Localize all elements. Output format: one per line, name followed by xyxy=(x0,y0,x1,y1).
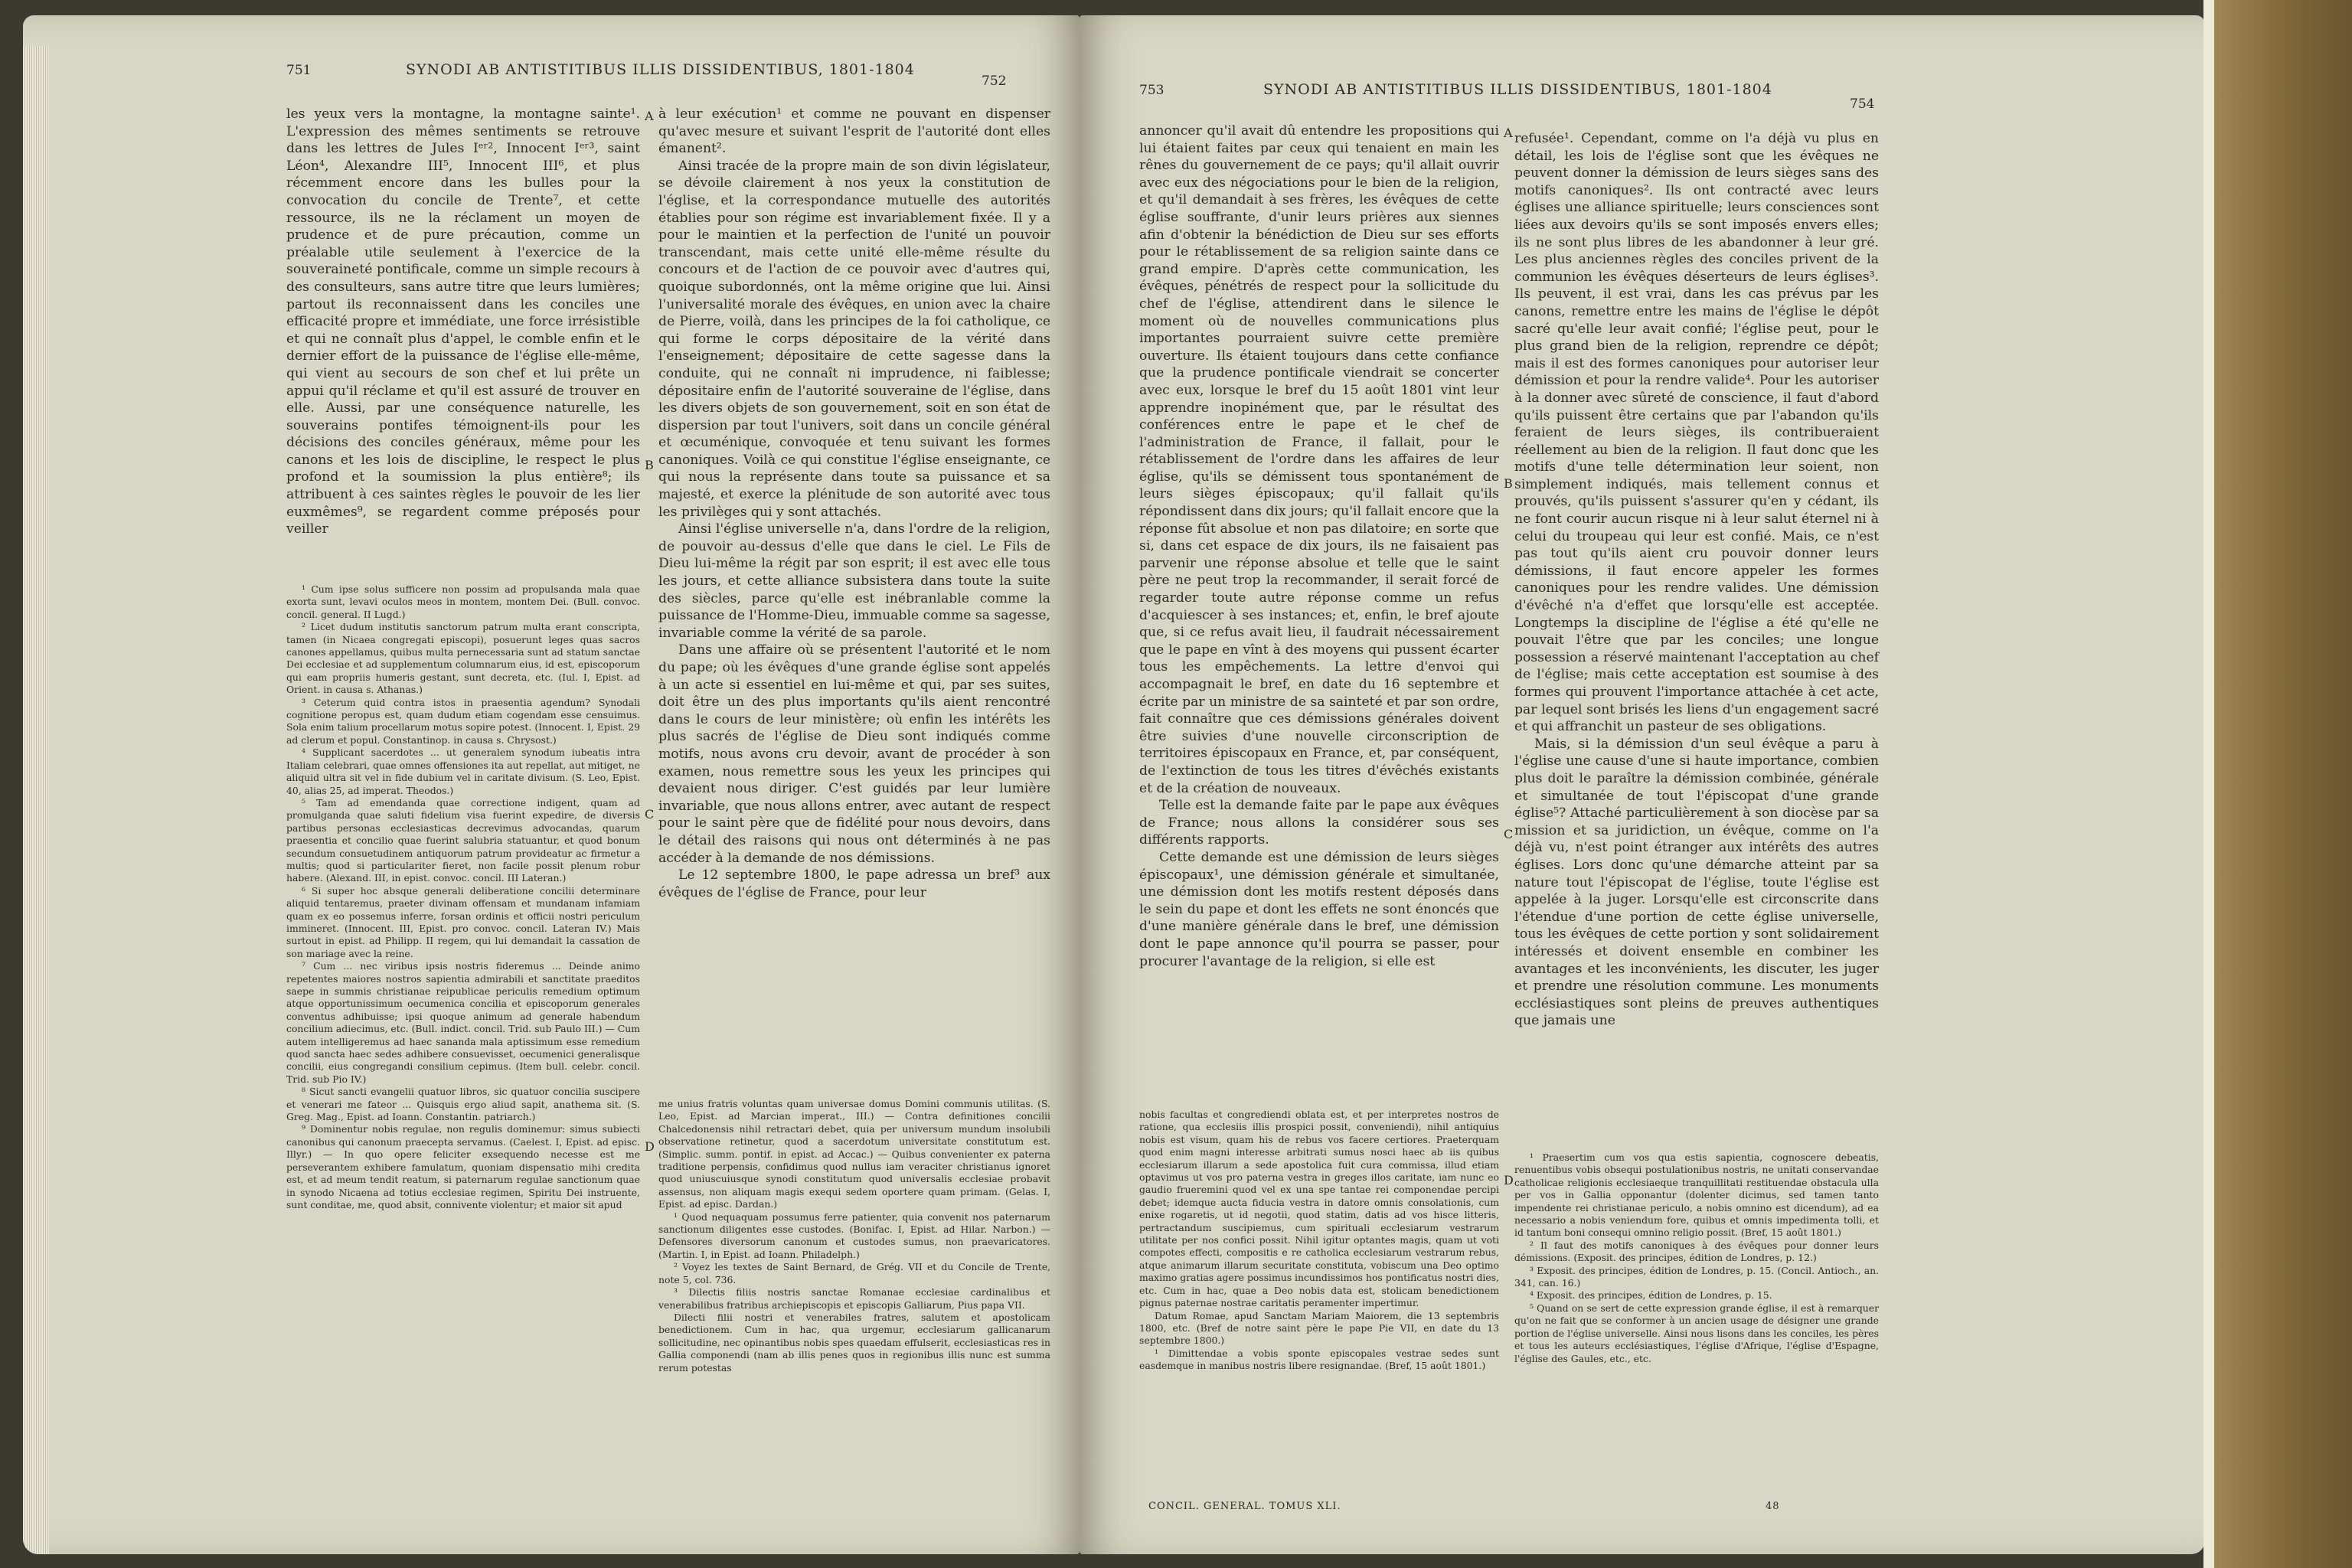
page-number: 754 xyxy=(1850,96,1875,112)
footnotes-right-col xyxy=(1514,1152,1879,1365)
paragraph: Ainsi tracée de la propre main de son divin législateur, se dévoile clairement à nos yeux la constitution de l'église, et la correspondance mutuelle des autorités établies pour son régime est invariablement fixée. Il y a pour le maintien et la perfection de l'unité un pouvoir transcendant, mais cette unité elle-même résulte du concours et de l'action de ce pouvoir avec d'autres qui, quoique subordonnés, ont la même origine que lui. Ainsi l'universalité morale des évêques, en union avec la chaire de Pierre, voilà, dans les principes de la foi catholique, ce qui forme le corps dépositaire de la vérité dans l'enseignement; dépositaire de cette sagesse dans la conduite, qui ne connaît ni imprudence, ni faiblesse; dépositaire enfin de l'autorité souveraine de l'église, dans les divers objets de son gouvernement, soit en son état de dispersion par tout l'univers, soit dans un concile général et œcuménique, convoquée et tenu suivant les formes canoniques. Voilà ce qui constitue l'église enseignante, ce qui nous la représente dans toute sa puissance et sa majesté, et exerce la plénitude de son autorité avec tous les privilèges qui y sont attachés. xyxy=(658,158,1050,520)
text-column-right xyxy=(1514,130,1879,1030)
margin-letter: B xyxy=(1504,476,1513,491)
paragraph: refusée¹. Cependant, comme on l'a déjà vu plus en détail, les lois de l'église sont que les évêques ne peuvent donner la démission de leurs sièges sans des motifs canoniques². Ils ont contracté avec leurs églises une alliance spirituelle; leurs consciences sont liées aux devoirs qu'ils se sont imposés envers elles; ils ne sont plus libres de les abandonner à leur gré. Les plus anciennes règles des conciles privent de la communion les évêques déserteurs de leurs églises³. Ils peuvent, il est vrai, dans les cas prévus par les canons, remettre entre les mains de l'église le dépôt sacré qu'elle leur avait confié; l'église peut, pour le plus grand bien de la religion, reprendre ce dépôt; mais il est des formes canoniques pour autoriser leur démission et pour la rendre valide⁴. Pour les autoriser à la donner avec sûreté de conscience, il faut d'abord qu'ils puissent être certains que par l'abandon qu'ils feraient de leurs sièges, ils contribueraient réellement au bien de la religion. Il faut donc que les motifs d'une telle détermination leur soient, non simplement indiqués, mais tellement connus et prouvés, qu'ils puissent s'assurer qu'en y cédant, ils ne font courir aucun risque ni à leur salut éternel ni à celui du troupeau qui leur est confié. Mais, ce n'est pas tout qu'ils aient cru pouvoir donner leurs démissions, il faut encore appeler les formes canoniques pour les rendre valides. Une démission d'évêché n'a d'effet que lorsqu'elle est acceptée. Longtemps la discipline de l'église a été qu'elle ne pouvait l'être que par les conciles; une longue possession a réservé maintenant l'acceptation au chef de l'église; mais cette acceptation est soumise à des formes qui prouvent l'importance attachée à cet acte, par lequel sont brisés les liens d'un engagement sacré et qui affranchit un pasteur de ses obligations. xyxy=(1514,131,1879,735)
footnote: ⁷ Cum ... nec viribus ipsis nostris fideremus ... Deinde animo repetentes maiores nostros sapientia admirabili et sanctitate praeditos saepe in summis christianae reipublicae periculis remedium optimum atque opportunissimum oecumenica concilia et episcoporum generales conventus adhibuisse; ipsi quoque animum ad generale habendum concilium adiecimus, etc. (Bull. indict. concil. Trid. sub Paulo III.) — Cum autem intelligeremus ad haec sananda mala aptissimum esse remedium quod sancta haec sedes adhibere consuevisset, oecumenici generalisque concilii, eius congregandi consilium cepimus. (Item bull. celebr. concil. Trid. sub Pio IV.) xyxy=(286,960,640,1085)
left-page xyxy=(23,15,1080,1554)
footnote: ⁶ Si super hoc absque generali deliberatione concilii determinare aliquid tentaremus, praeter divinam offensam et mundanam infamiam quam ex eo possemus inferre, forsan ordinis et officii nostri periculum immineret. (Innocent. III, Epist. pro convoc. concil. Lateran IV.) Mais surtout in epist. ad Philipp. II regem, qui lui demandait la cassation de son mariage avec la reine. xyxy=(286,884,640,959)
footnote: ¹ Dimittendae a vobis sponte episcopales vestrae sedes sunt easdemque in manibus nostris libere resignandae. (Bref, 15 août 1801.) xyxy=(1139,1347,1499,1372)
paragraph: Telle est la demande faite par le pape aux évêques de France; nous allons la considérer sous ses différents rapports. xyxy=(1139,798,1499,848)
signature-mark: 48 xyxy=(1766,1501,1780,1512)
text-column-left xyxy=(1139,122,1499,970)
footnote: ³ Ceterum quid contra istos in praesentia agendum? Synodali cognitione peropus est, quam dudum etiam cogendam esse censuimus. Sola enim talium procellarum motus sopire potest. (Innocent. I, Epist. 29 ad clerum et popul. Constantinop. in causa s. Chrysost.) xyxy=(286,696,640,746)
footnote: ⁹ Dominentur nobis regulae, non regulis dominemur: simus subiecti canonibus qui canonum praecepta servamus. (Caelest. I, Epist. ad episc. Illyr.) — In quo opere feliciter exsequendo necesse est me perseverantem exhibere famulatum, quoniam dispensatio mihi credita est, et ad meum tendit reatum, si paternarum regulae sanctionum quae in synodo Nicaena ad totius ecclesiae regimen, Spiritu Dei instruente, sunt conditae, me, quod absit, connivente violentur; et maior sit apud xyxy=(286,1123,640,1210)
footnote: ² Voyez les textes de Saint Bernard, de Grég. VII et du Concile de Trente, note 5, col. 736. xyxy=(658,1261,1050,1285)
page-number: 752 xyxy=(982,74,1007,89)
footnote: ¹ Praesertim cum vos qua estis sapientia, cognoscere debeatis, renuentibus vobis obsequi postulationibus nostris, ne unitati conservandae catholicae religionis ecclesiaeque tranquillitati restituendae obstacula ulla per vos in Gallia opponantur (dolenter dicimus, sed tamen tanto impendente rei christianae periculo, a nobis omnino est dicendum), ad ea necessario a nobis veniendum fore, quibus et omnis impedimenta tolli, et id tantum boni consequi omnino religio possit. (Bref, 15 août 1801.) xyxy=(1514,1152,1879,1239)
paragraph: les yeux vers la montagne, la montagne sainte¹. L'expression des mêmes sentiments se retrouve dans les lettres de Jules Iᵉʳ², Innocent Iᵉʳ³, saint Léon⁴, Alexandre III⁵, Innocent III⁶, et plus récemment encore dans les bulles pour la convocation du concile de Trente⁷, et cette ressource, ils ne la réclament un moyen de prudence et de pure précaution, comme un préalable utile seulement à l'exercice de la souveraineté pontificale, comme un simple recours à des consulteurs, sans autre titre que leurs lumières; partout ils reconnaissent dans les conciles une efficacité propre et immédiate, une force irrésistible et qui ne connaît plus d'appel, le comble enfin et le dernier effort de la puissance de l'église elle-même, qui vient au secours de son chef et lui prête un appui qu'il réclame et qu'il est assuré de trouver en elle. Aussi, par une conséquence naturelle, les souverains pontifes témoignent-ils pour les décisions des conciles généraux, même pour les canons et les lois de discipline, le respect le plus profond et la soumission la plus entière⁸; ils attribuent à ces saintes règles le pouvoir de les lier euxmêmes⁹, se regardent comme préposés pour veiller xyxy=(286,106,640,537)
footnote: me unius fratris voluntas quam universae domus Domini communis utilitas. (S. Leo, Epist. ad Marcian imperat., III.) — Contra definitiones concilii Chalcedonensis nihil retractari debet, quia per universum mundum insolubili observatione retinetur, quod a sacerdotum universitate constitutum est. (Simplic. summ. pontif. in epist. ad Accac.) — Quibus convenienter ex paterna traditione perpensis, confidimus quod nullus iam veraciter christianus ignoret quod uniuscuiusque synodi constitutum quod universalis ecclesiae probavit assensus, non aliquam magis exequi sedem oportere quam primam. (Gelas. I, Epist. ad episc. Dardan.) xyxy=(658,1098,1050,1210)
footnotes-left xyxy=(286,583,640,1211)
margin-letter: C xyxy=(645,807,655,822)
margin-letter: D xyxy=(645,1139,655,1154)
page-number: 751 xyxy=(286,63,312,78)
footnotes-right-col xyxy=(658,1098,1050,1374)
margin-letter: C xyxy=(1504,827,1514,841)
footnote: Datum Romae, apud Sanctam Mariam Maiorem, die 13 septembris 1800, etc. (Bref de notre saint père le pape Pie VII, en date du 13 septembre 1800.) xyxy=(1139,1309,1499,1347)
text-column-left xyxy=(286,106,640,538)
signature-line: CONCIL. GENERAL. TOMUS XLI. xyxy=(1148,1501,1341,1512)
footnote: ³ Dilectis filiis nostris sanctae Romanae ecclesiae cardinalibus et venerabilibus fratribus archiepiscopis et episcopis Galliarum, Pius papa VII. xyxy=(658,1286,1050,1311)
footnote: Dilecti filii nostri et venerabiles fratres, salutem et apostolicam benedictionem. Cum in hac, qua urgemur, ecclesiarum gallicanarum sollicitudine, nec opinantibus nobis spes quaedam effulserit, ecclesiasticas res in Gallia componendi (nam ab illis penes quos in regionibus illis nunc est summa rerum potestas xyxy=(658,1311,1050,1374)
running-head: SYNODI AB ANTISTITIBUS ILLIS DISSIDENTIBUS, 1801-1804 xyxy=(406,61,915,78)
footnote: ⁵ Quand on se sert de cette expression grande église, il est à remarquer qu'on ne fait que se conformer à un ancien usage de désigner une grande portion de l'église universelle. Ainsi nous lisons dans les conciles, les pères et tous les auteurs ecclésiastiques, l'église d'Afrique, l'église d'Espagne, l'église des Gaules, etc., etc. xyxy=(1514,1302,1879,1364)
book-cover-edge xyxy=(2203,0,2352,1568)
margin-letter: A xyxy=(1504,126,1513,140)
running-head: SYNODI AB ANTISTITIBUS ILLIS DISSIDENTIBUS, 1801-1804 xyxy=(1263,81,1772,98)
footnote: ⁸ Sicut sancti evangelii quatuor libros, sic quatuor concilia suscipere et venerari me fateor ... Quisquis ergo aliud sapit, anathema sit. (S. Greg. Mag., Epist. ad Ioann. Constantin. patriarch.) xyxy=(286,1086,640,1123)
paragraph: Dans une affaire où se présentent l'autorité et le nom du pape; où les évêques d'une grande église sont appelés à un acte si essentiel en lui-même et qui, par ses suites, doit être un des plus importants qu'ils aient rencontré dans le cours de leur ministère; où enfin les intérêts les plus sacrés de l'église de Dieu sont indiqués comme motifs, nous avons cru devoir, avant de procéder à son examen, nous remettre sous les yeux les principes qui devaient nous diriger. C'est guidés par leur lumière invariable, que nous allons entrer, avec autant de respect pour le saint père que de fidélité pour nous devoirs, dans le détail des raisons qui nous ont déterminés à ne pas accéder à la demande de nos démissions. xyxy=(658,642,1050,866)
paragraph: Mais, si la démission d'un seul évêque a paru à l'église une cause d'une si haute importance, combien plus doit le paraître la démission combinée, générale et simultanée de tout l'épiscopat d'une grande église⁵? Attaché particulièrement à son diocèse par sa mission et sa juridiction, un évêque, comme on l'a déjà vu, n'est point étranger aux intérêts des autres églises. Lors donc qu'une démarche atteint par sa nature tout l'épiscopat de l'église, toute l'église est appelée à la juger. Lorsqu'elle est circonscrite dans l'étendue d'une portion de cette église universelle, tous les évêques de cette portion y sont solidairement intéressés et doivent ensemble en combiner les avantages et les inconvénients, les discuter, les juger et prendre une résolution commune. Les monuments ecclésiastiques sont pleins de preuves authentiques que jamais une xyxy=(1514,736,1879,1029)
right-page xyxy=(1080,15,2205,1554)
footnote: ³ Exposit. des principes, édition de Londres, p. 15. (Concil. Antioch., an. 341, can. 16.) xyxy=(1514,1264,1879,1289)
footnote: ² Il faut des motifs canoniques à des évêques pour donner leurs démissions. (Exposit. des principes, édition de Londres, p. 12.) xyxy=(1514,1239,1879,1264)
footnote: ⁴ Supplicant sacerdotes ... ut generalem synodum iubeatis intra Italiam celebrari, quae omnes offensiones ita aut repellat, aut mitiget, ne aliquid ultra sit vel in fide dubium vel in caritate divisum. (S. Leo, Epist. 40, alias 25, ad imperat. Theodos.) xyxy=(286,746,640,796)
page-number: 753 xyxy=(1139,83,1165,98)
footnote: ² Licet dudum institutis sanctorum patrum multa erant conscripta, tamen (in Nicaea congregati episcopi), posuerunt leges quas sacros canones appellamus, quibus multa pernecessaria sunt ad statum sanctae Dei ecclesiae et ad supplementum columnarum eius, id est, episcoporum qui eam propriis humeris gestant, sunt decreta, etc. (Iul. I, Epist. ad Orient. in causa s. Athanas.) xyxy=(286,621,640,696)
cover-cloth xyxy=(2214,0,2352,1568)
margin-letter: B xyxy=(645,458,654,472)
text-column-right xyxy=(658,106,1050,901)
paragraph: Ainsi l'église universelle n'a, dans l'ordre de la religion, de pouvoir au-dessus d'elle que dans le ciel. Le Fils de Dieu lui-même la régit par son esprit; il est avec elle tous les jours, et cette alliance subsistera dans toute la suite des siècles, parce qu'elle est inébranlable comme la puissance de l'Homme-Dieu, immuable comme sa sagesse, invariable comme la vérité de sa parole. xyxy=(658,521,1050,641)
margin-letter: A xyxy=(645,109,654,123)
cover-board xyxy=(2203,0,2214,1568)
footnote: nobis facultas et congrediendi oblata est, et per interpretes nostros de ratione, qua ecclesiis illis prospici possit, conveniendi), nihil antiquius nobis est visum, quam his de rebus vos facere certiores. Praeterquam quod enim magni interesse arbitrati sumus nosci haec ab iis quibus ecclesiarum illarum a sede apostolica fuit cura commissa, illud etiam optavimus ut vos pro paterna vestra in greges illos caritate, iam nunc eo gaudio frueremini quod vel ex una spe tantae rei componendae percipi debet; idemque aucta fiducia vestra in datore omnis consolationis, cum enixe rogaretis, ut id negotii, quod statim, datis ad vos hisce litteris, pertractandum suscipiemus, cum spirituali ecclesiarum vestrarum utilitate per nos confici possit. Nihil igitur optantes magis, quam ut voti compotes effecti, compositis e re catholica ecclesiarum vestrarum rebus, atque animarum illarum securitate constituta, vobiscum una Deo optimo maximo gratias agere possimus incundissimos hos pontificatus nostri dies, etc. Cum in hac, quae a Deo nobis data est, stolicam benedictionem pignus paternae nostrae caritatis peramenter impertimur. xyxy=(1139,1109,1499,1309)
paragraph: Cette demande est une démission de leurs sièges épiscopaux¹, une démission générale et simultanée, une démission dont les motifs restent déposés dans le sein du pape et dont les effets ne sont énoncés que d'une manière générale dans le bref, une démission dont le pape annonce qu'il pourra se passer, pour procurer l'avantage de la religion, si elle est xyxy=(1139,849,1499,969)
footnote: ⁴ Exposit. des principes, édition de Londres, p. 15. xyxy=(1530,1289,1772,1302)
paragraph: Le 12 septembre 1800, le pape adressa un bref³ aux évêques de l'église de France, pour leur xyxy=(658,867,1050,900)
page-block-edge xyxy=(23,46,49,1554)
footnotes-left xyxy=(1139,1109,1499,1373)
paragraph: annoncer qu'il avait dû entendre les propositions qui lui étaient faites par ceux qui tenaient en main les rênes du gouvernement de ce pays; qu'il allait ouvrir avec eux des négociations pour le bien de la religion, et qu'il demandait à ses frères, les évêques de cette église souffrante, d'unir leurs prières aux siennes afin d'obtenir la bénédiction de Dieu sur ses efforts pour le rétablissement de sa religion sainte dans ce grand empire. D'après cette communication, les évêques, pénétrés de respect pour la sollicitude du chef de l'église, attendirent dans le silence le moment où de nouvelles communications plus importantes pourraient suivre cette première ouverture. Ils étaient toujours dans cette confiance que la prudence pontificale viendrait se concerter avec eux, lorsque le bref du 15 août 1801 vint leur apprendre inopinément que, par le résultat des conférences entre le pape et le chef de l'administration de France, il fallait, pour le rétablissement de l'ordre dans les affaires de leur église, qu'ils se démissent tous spontanément de leurs sièges épiscopaux; qu'il fallait qu'ils répondissent dans dix jours; qu'il fallait encore que la réponse fût absolue et non pas dilatoire; en sorte que si, dans cet espace de dix jours, ils ne faisaient pas parvenir une réponse absolue et telle que le saint père ne peut trop la recommander, il serait forcé de regarder toute autre réponse comme un refus d'acquiescer à ses instances; et, enfin, le bref ajoute que, si ce refus avait lieu, il faudrait nécessairement que le pape en vînt à des moyens qui pussent écarter tous les empêchements. La lettre d'envoi qui accompagnait le bref, en date du 16 septembre et écrite par un ministre de sa sainteté et par son ordre, fait connaître que ces démissions générales doivent être suivies d'une nouvelle circonscription de territoires épiscopaux en France, et, par conséquent, de l'extinction de tous les titres d'évêchés existants et de la création de nouveaux. xyxy=(1139,123,1499,796)
footnote: ¹ Cum ipse solus sufficere non possim ad propulsanda mala quae exorta sunt, levavi oculos meos in montem, montem Dei. (Bull. convoc. concil. general. II Lugd.) xyxy=(286,583,640,620)
margin-letter: D xyxy=(1504,1173,1514,1187)
paragraph: à leur exécution¹ et comme ne pouvant en dispenser qu'avec mesure et suivant l'esprit de l'autorité dont elles émanent². xyxy=(658,106,1050,157)
footnote: ¹ Quod nequaquam possumus ferre patienter, quia convenit nos paternarum sanctionum diligentes esse custodes. (Bonifac. I, Epist. ad Hilar. Narbon.) — Defensores diversorum canonum et custodes sumus, non praevaricatores. (Martin. I, in Epist. ad Ioann. Philadelph.) xyxy=(658,1210,1050,1260)
footnote: ⁵ Tam ad emendanda quae correctione indigent, quam ad promulganda quae saluti fidelium visa fuerint expedire, de diversis partibus personas ecclesiasticas decrevimus advocandas, quarum praesentia et concilio quae fuerint salubria statuantur, et quod bonum secundum consuetudinem antiquorum patrum provideatur ac firmetur a multis; quod si particulariter fieret, non facile possit plenum robur habere. (Alexand. III, in epist. convoc. concil. III Lateran.) xyxy=(286,796,640,884)
